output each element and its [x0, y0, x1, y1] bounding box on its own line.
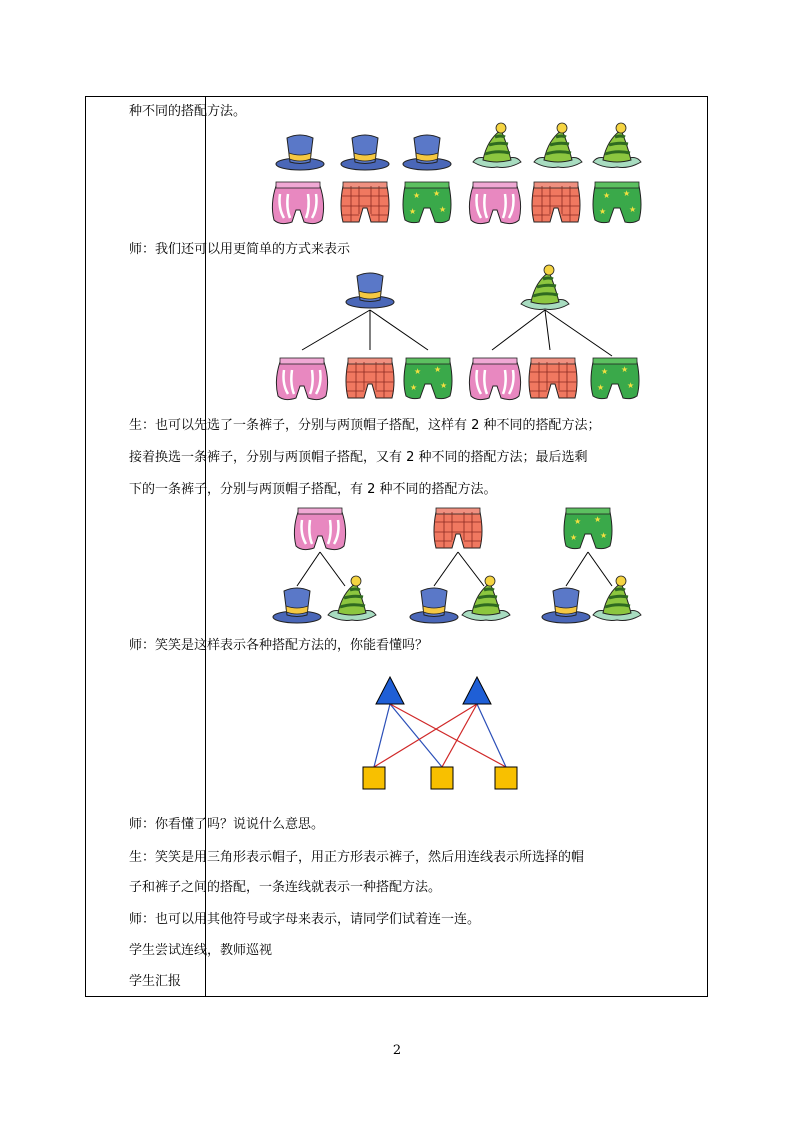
symbol-diagram — [363, 677, 517, 789]
green-hat-icon — [593, 123, 641, 167]
tree-line — [588, 552, 612, 586]
paragraph-7: 师：你看懂了吗？说说什么意思。 — [129, 817, 325, 832]
paragraph-10: 师：也可以用其他符号或字母来表示，请同学们试着连一连。 — [129, 912, 481, 927]
hat-tree-figure — [276, 265, 639, 400]
paragraph-6: 师：笑笑是这样表示各种搭配方法的，你能看懂吗？ — [129, 638, 429, 653]
tree-line — [566, 552, 588, 586]
blue-hat-icon — [276, 135, 324, 170]
green-hat-icon — [593, 576, 641, 620]
green-pants-icon — [591, 358, 639, 399]
pink-pants-icon — [276, 358, 327, 400]
paragraph-9: 子和裤子之间的搭配，一条连线就表示一种搭配方法。 — [129, 880, 442, 895]
tree-line — [458, 552, 484, 586]
blue-hat-icon — [346, 273, 394, 308]
green-hat-icon — [328, 576, 376, 620]
red-pants-icon — [341, 182, 389, 222]
outfit-pairs-figure — [272, 123, 641, 224]
triangle-hat-symbol — [463, 677, 491, 704]
paragraph-5: 下的一条裤子，分别与两顶帽子搭配，有 2 种不同的搭配方法。 — [129, 482, 497, 497]
blue-hat-icon — [410, 588, 458, 623]
blue-hat-icon — [273, 588, 321, 623]
red-pants-icon — [434, 508, 482, 548]
pink-pants-icon — [294, 508, 345, 550]
square-pants-symbol — [363, 767, 385, 789]
paragraph-8: 生：笑笑是用三角形表示帽子，用正方形表示裤子，然后用连线表示所选择的帽 — [129, 850, 585, 865]
paragraph-1: 种不同的搭配方法。 — [129, 104, 247, 119]
square-pants-symbol — [431, 767, 453, 789]
pink-pants-icon — [469, 182, 520, 224]
green-hat-icon — [473, 123, 521, 167]
connector-line-blue — [477, 704, 506, 767]
blue-hat-icon — [403, 135, 451, 170]
tree-line — [370, 310, 428, 350]
paragraph-11: 学生尝试连线，教师巡视 — [129, 943, 273, 958]
connector-line-blue — [374, 704, 390, 767]
triangle-hat-symbol — [376, 677, 404, 704]
red-pants-icon — [346, 358, 394, 398]
tree-line — [545, 310, 550, 350]
illustrations: ★ — [0, 0, 794, 1123]
red-pants-icon — [529, 358, 577, 398]
connector-line-red — [374, 704, 477, 767]
pink-pants-icon — [272, 182, 323, 224]
green-pants-icon — [593, 182, 641, 223]
tree-line — [302, 310, 370, 350]
green-pants-icon — [564, 508, 612, 549]
tree-line — [320, 552, 345, 586]
blue-hat-icon — [542, 588, 590, 623]
green-hat-icon — [521, 265, 569, 309]
paragraph-2: 师：我们还可以用更简单的方式来表示 — [129, 242, 351, 257]
tree-line — [492, 310, 545, 350]
blue-hat-icon — [341, 135, 389, 170]
paragraph-4: 接着换选一条裤子，分别与两顶帽子搭配，又有 2 种不同的搭配方法；最后选剩 — [129, 450, 588, 465]
tree-line — [545, 310, 612, 356]
red-pants-icon — [532, 182, 580, 222]
green-pants-icon — [403, 182, 451, 223]
pants-tree-figure — [273, 508, 641, 623]
pink-pants-icon — [469, 358, 520, 400]
page-number: 2 — [392, 1043, 402, 1058]
connector-line-red — [390, 704, 506, 767]
green-hat-icon — [462, 576, 510, 620]
square-pants-symbol — [495, 767, 517, 789]
connector-line-blue — [390, 704, 442, 767]
paragraph-12: 学生汇报 — [129, 974, 182, 989]
tree-line — [297, 552, 320, 586]
tree-line — [434, 552, 458, 586]
green-hat-icon — [534, 123, 582, 167]
paragraph-3: 生：也可以先选了一条裤子，分别与两顶帽子搭配，这样有 2 种不同的搭配方法； — [129, 418, 601, 433]
green-pants-icon — [404, 358, 452, 399]
